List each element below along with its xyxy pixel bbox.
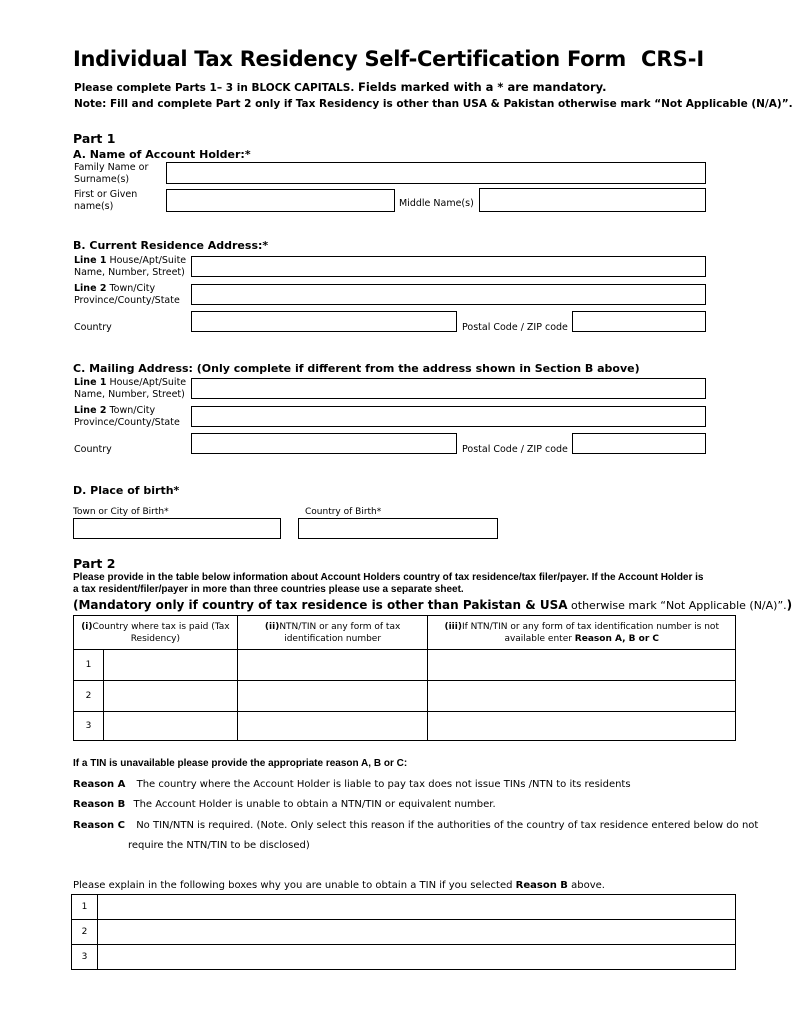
col1-text: Country where tax is paid (Tax [92, 621, 230, 632]
row-number: 2 [74, 681, 104, 712]
residence-postal-label: Postal Code / ZIP code [462, 322, 568, 333]
family-name-label [74, 162, 148, 186]
table-row [74, 681, 736, 712]
section-d-heading: D. Place of birth* [73, 484, 180, 497]
reason-a-text: The country where the Account Holder is liable to pay tax does not issue TINs /NTN to its residents [136, 779, 631, 790]
table-header-row [74, 616, 736, 650]
residence-line2-bold: Line 2 [74, 283, 107, 294]
col2-text: NTN/TIN or any form of tax [279, 621, 401, 632]
reason-cell[interactable] [428, 681, 736, 712]
residence-line1-label [74, 255, 186, 279]
residence-line1-rest: House/Apt/Suite [106, 255, 187, 266]
middle-name-field[interactable] [479, 188, 706, 212]
reason-b-label: Reason B [73, 799, 126, 810]
table-row [72, 945, 736, 970]
note: Note: Fill and complete Part 2 only if Tax Residency is other than USA & Pakistan otherwise mark “Not Applicable (N/A)”. [74, 98, 793, 110]
country-cell[interactable] [103, 681, 237, 712]
first-name-label-2: name(s) [74, 201, 114, 212]
mailing-line1-bold: Line 1 [74, 377, 107, 388]
row-number: 3 [72, 945, 98, 970]
residence-line1-sub: Name, Number, Street) [74, 267, 185, 278]
col3-num: (iii) [444, 621, 462, 632]
instructions [74, 80, 606, 94]
row-number: 1 [74, 650, 104, 681]
explain-bold: Reason B [515, 880, 568, 891]
col-header-reason [428, 616, 736, 650]
mailing-line1-sub: Name, Number, Street) [74, 389, 185, 400]
table-row [74, 650, 736, 681]
tin-cell[interactable] [237, 681, 428, 712]
table-row [74, 712, 736, 741]
col3-text2-pre: available enter [504, 633, 575, 644]
part2-intro-line1: Please provide in the table below information about Account Holders country of tax residence/tax filer/payer. If the Account Holder is [73, 572, 704, 583]
residence-line2-sub: Province/County/State [74, 295, 180, 306]
part2-intro-line2: a tax resident/filer/payer in more than three countries please use a separate sheet. [73, 584, 464, 595]
residence-country-label: Country [74, 322, 112, 333]
reason-c-label: Reason C [73, 820, 125, 831]
explanation-cell[interactable] [97, 920, 735, 945]
instruction-prefix: Please complete Parts 1– 3 in BLOCK CAPITALS. [74, 82, 355, 94]
residence-line2-field[interactable] [191, 284, 706, 305]
explanation-cell[interactable] [97, 945, 735, 970]
row-number: 3 [74, 712, 104, 741]
residence-line1-field[interactable] [191, 256, 706, 277]
mailing-line2-sub: Province/County/State [74, 417, 180, 428]
mailing-line2-label [74, 405, 180, 429]
section-b-heading: B. Current Residence Address:* [73, 239, 269, 252]
mailing-line1-rest: House/Apt/Suite [106, 377, 187, 388]
form-code: CRS-I [641, 47, 705, 71]
country-cell[interactable] [103, 650, 237, 681]
tin-unavailable-heading: If a TIN is unavailable please provide the appropriate reason A, B or C: [73, 758, 408, 769]
residence-line1-bold: Line 1 [74, 255, 107, 266]
mailing-postal-label: Postal Code / ZIP code [462, 444, 568, 455]
mandatory-note-c: ) [786, 598, 793, 612]
reason-c [73, 820, 758, 831]
col-header-country [74, 616, 238, 650]
reason-cell[interactable] [428, 650, 736, 681]
tin-cell[interactable] [237, 712, 428, 741]
mandatory-note-b: otherwise mark “Not Applicable (N/A)”. [567, 599, 787, 612]
first-name-label-1: First or Given [74, 189, 138, 200]
explain-pre: Please explain in the following boxes why you are unable to obtain a TIN if you selected [73, 880, 516, 891]
table-row [72, 920, 736, 945]
tin-cell[interactable] [237, 650, 428, 681]
part2-title: Part 2 [73, 556, 116, 571]
tax-residency-table [73, 615, 736, 741]
mailing-line2-field[interactable] [191, 406, 706, 427]
explanation-table [71, 894, 736, 970]
birth-town-field[interactable] [73, 518, 281, 539]
middle-name-label: Middle Name(s) [399, 198, 474, 209]
residence-line2-rest: Town/City [106, 283, 156, 294]
explanation-cell[interactable] [97, 895, 735, 920]
first-name-label [74, 189, 137, 213]
birth-town-label: Town or City of Birth* [73, 507, 169, 517]
residence-country-field[interactable] [191, 311, 457, 332]
reason-cell[interactable] [428, 712, 736, 741]
residence-postal-field[interactable] [572, 311, 706, 332]
col-header-tin [237, 616, 428, 650]
family-name-label-2: Surname(s) [74, 174, 130, 185]
col2-num: (ii) [264, 621, 280, 632]
family-name-label-1: Family Name or [74, 162, 149, 173]
mandatory-note [73, 598, 792, 612]
first-name-field[interactable] [166, 189, 395, 212]
section-c-heading: C. Mailing Address: (Only complete if different from the address shown in Section B above) [73, 362, 640, 375]
mailing-country-label: Country [74, 444, 112, 455]
explain-post: above. [567, 880, 605, 891]
mailing-line1-label [74, 377, 186, 401]
row-number: 2 [72, 920, 98, 945]
part1-title: Part 1 [73, 131, 116, 146]
col3-text2-bold: Reason A, B or C [574, 633, 660, 644]
country-cell[interactable] [103, 712, 237, 741]
col2-text2: identification number [284, 633, 382, 644]
part2-intro [73, 572, 704, 596]
family-name-field[interactable] [166, 162, 706, 184]
mailing-line2-bold: Line 2 [74, 405, 107, 416]
mailing-line2-rest: Town/City [106, 405, 156, 416]
row-number: 1 [72, 895, 98, 920]
reason-b [73, 799, 496, 810]
mailing-line1-field[interactable] [191, 378, 706, 399]
col1-text2: Residency) [130, 633, 181, 644]
mailing-postal-field[interactable] [572, 433, 706, 454]
form-title: Individual Tax Residency Self-Certification Form [73, 47, 626, 71]
col3-text: If NTN/TIN or any form of tax identification number is not [461, 621, 719, 632]
explain-instruction [73, 880, 605, 891]
birth-country-label: Country of Birth* [305, 507, 382, 517]
col1-num: (i) [81, 621, 93, 632]
reason-c-continued: require the NTN/TIN to be disclosed) [128, 840, 310, 851]
residence-line2-label [74, 283, 180, 307]
birth-country-field[interactable] [298, 518, 498, 539]
mandatory-note-a: (Mandatory only if country of tax residence is other than Pakistan & USA [73, 598, 568, 612]
reason-a [73, 779, 631, 790]
mailing-country-field[interactable] [191, 433, 457, 454]
instruction-suffix: Fields marked with a * are mandatory. [358, 80, 607, 94]
reason-c-text: No TIN/NTN is required. (Note. Only select this reason if the authorities of the country of tax residence entered below do not [136, 820, 759, 831]
section-a-heading: A. Name of Account Holder:* [73, 148, 251, 161]
table-row [72, 895, 736, 920]
reason-b-text: The Account Holder is unable to obtain a NTN/TIN or equivalent number. [133, 799, 496, 810]
reason-a-label: Reason A [73, 779, 126, 790]
